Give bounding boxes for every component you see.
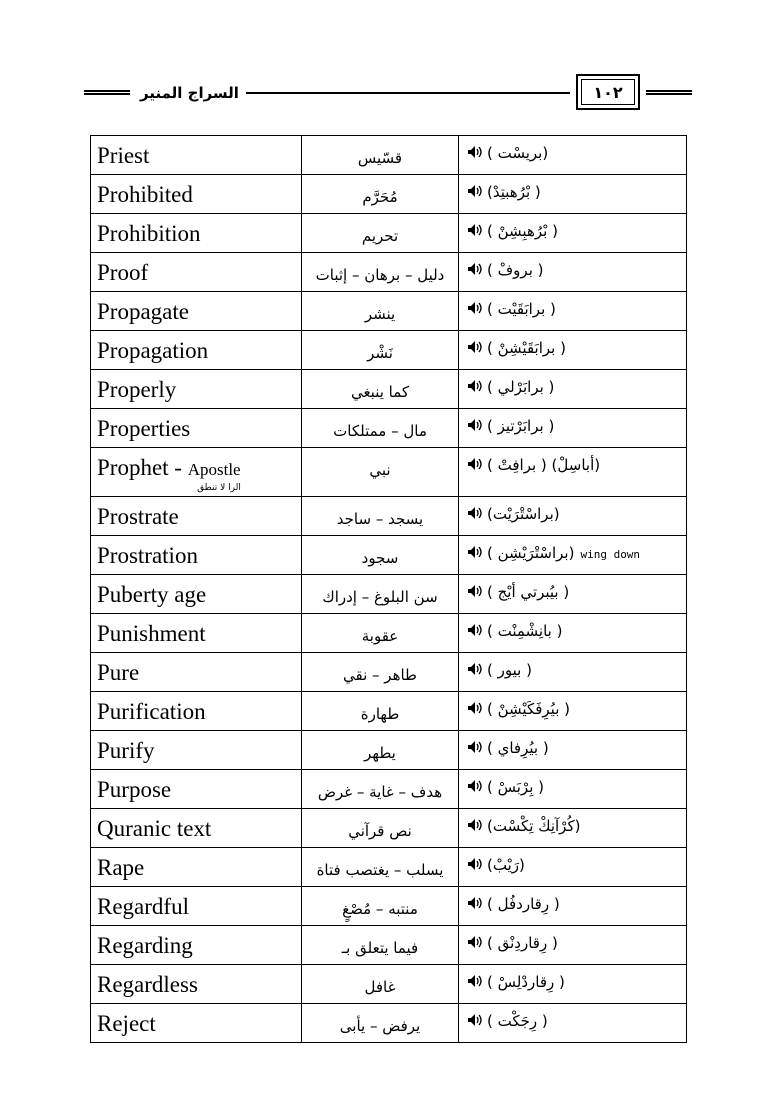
english-cell <box>91 731 302 770</box>
english-cell <box>91 331 302 370</box>
english-word: Punishment <box>97 621 206 646</box>
speaker-icon[interactable] <box>467 223 487 241</box>
table-row <box>91 653 687 692</box>
table-row <box>91 136 687 175</box>
arabic-cell <box>302 692 459 731</box>
arabic-cell <box>302 497 459 536</box>
arabic-cell <box>302 175 459 214</box>
speaker-icon[interactable] <box>467 506 487 524</box>
arabic-cell <box>302 887 459 926</box>
pronunciation-text: ( برابَقَيْشِنْ ) <box>487 339 566 357</box>
header-rule-left <box>84 90 130 95</box>
pronunciation-cell <box>459 926 687 965</box>
pronunciation-cell <box>459 614 687 653</box>
arabic-cell <box>302 848 459 887</box>
pronunciation-cell <box>459 448 687 497</box>
book-title: السراج المنير <box>140 84 239 102</box>
table-row <box>91 331 687 370</box>
pronunciation-cell <box>459 848 687 887</box>
arabic-meaning: يطهر <box>364 744 396 762</box>
pronunciation-text: ( بِرْبَسْ ) <box>487 778 544 796</box>
arabic-meaning: منتبه – مُصْغٍ <box>342 900 418 918</box>
table-row <box>91 614 687 653</box>
english-word: Regarding <box>97 933 193 958</box>
english-word: Prophet - <box>97 455 182 480</box>
speaker-icon[interactable] <box>467 301 487 319</box>
english-cell <box>91 536 302 575</box>
page-number-box <box>576 74 640 110</box>
english-cell <box>91 175 302 214</box>
arabic-cell <box>302 653 459 692</box>
pronunciation-text: ( رِجَكْت ) <box>487 1012 548 1030</box>
table-row <box>91 848 687 887</box>
speaker-icon[interactable] <box>467 457 487 475</box>
page-header <box>0 68 764 112</box>
arabic-cell <box>302 331 459 370</box>
english-word: Propagation <box>97 338 209 363</box>
english-cell <box>91 926 302 965</box>
speaker-icon[interactable] <box>467 701 487 719</box>
arabic-meaning: مال – ممتلكات <box>333 422 427 440</box>
arabic-cell <box>302 575 459 614</box>
arabic-meaning: فيما يتعلق بـ <box>341 939 419 957</box>
header-rule-middle <box>246 92 570 94</box>
arabic-cell <box>302 614 459 653</box>
speaker-icon[interactable] <box>467 662 487 680</box>
pronunciation-cell <box>459 175 687 214</box>
pronunciation-text: ( رِقاردِنْق ) <box>487 934 558 952</box>
english-word: Propagate <box>97 299 189 324</box>
pronunciation-text: (بْرُهبتِدْ ) <box>487 183 541 201</box>
english-cell <box>91 575 302 614</box>
english-cell <box>91 614 302 653</box>
english-word-alt: Apostle <box>187 460 241 479</box>
pronunciation-text: ( رِقاردفُل ) <box>487 895 560 913</box>
table-row <box>91 370 687 409</box>
pronunciation-cell <box>459 692 687 731</box>
arabic-meaning: يرفض – يأبى <box>339 1017 421 1035</box>
english-cell <box>91 809 302 848</box>
arabic-meaning: طهارة <box>360 705 400 723</box>
english-word: Regardless <box>97 972 198 997</box>
pronunciation-text: ( برابَرْتيز ) <box>487 417 555 435</box>
speaker-icon[interactable] <box>467 184 487 202</box>
english-word: Quranic text <box>97 816 212 841</box>
arabic-meaning: تحريم <box>361 227 399 245</box>
pronunciation-cell <box>459 136 687 175</box>
speaker-icon[interactable] <box>467 740 487 758</box>
speaker-icon[interactable] <box>467 1013 487 1031</box>
arabic-meaning: يسلب – يغتصب فتاة <box>316 861 444 879</box>
pronunciation-note: الرا لا تنطق <box>197 483 241 493</box>
speaker-icon[interactable] <box>467 584 487 602</box>
english-word: Purpose <box>97 777 172 802</box>
pronunciation-text: ( برابَرْلي ) <box>487 378 555 396</box>
speaker-icon[interactable] <box>467 379 487 397</box>
table-row <box>91 497 687 536</box>
arabic-cell <box>302 253 459 292</box>
english-cell <box>91 653 302 692</box>
pronunciation-text: ( بيُرِفَكَيْشِنْ ) <box>487 700 571 718</box>
arabic-meaning: سن البلوغ – إدراك <box>322 588 438 606</box>
table-row <box>91 770 687 809</box>
table-row <box>91 926 687 965</box>
arabic-meaning: قسّيس <box>357 149 403 167</box>
arabic-meaning: نَشْر <box>367 344 393 362</box>
english-word: Pure <box>97 660 140 685</box>
table-row <box>91 175 687 214</box>
pronunciation-text: ( بيُرِفاي ) <box>487 739 549 757</box>
speaker-icon[interactable] <box>467 340 487 358</box>
pronunciation-cell <box>459 809 687 848</box>
pronunciation-cell <box>459 887 687 926</box>
speaker-icon[interactable] <box>467 262 487 280</box>
table-row <box>91 536 687 575</box>
arabic-cell <box>302 1004 459 1043</box>
pronunciation-cell <box>459 253 687 292</box>
pronunciation-cell <box>459 331 687 370</box>
table-row <box>91 292 687 331</box>
speaker-icon[interactable] <box>467 857 487 875</box>
english-word: Proof <box>97 260 149 285</box>
pronunciation-cell <box>459 536 687 575</box>
pronunciation-extra: wing down <box>580 548 641 561</box>
arabic-meaning: دليل – برهان – إثبات <box>315 266 445 284</box>
pronunciation-cell <box>459 1004 687 1043</box>
arabic-cell <box>302 809 459 848</box>
table-row <box>91 448 687 497</box>
arabic-meaning: كما ينبغي <box>350 383 410 401</box>
speaker-icon[interactable] <box>467 779 487 797</box>
pronunciation-text: ( برافِتْ ) (أباسِلْ) <box>487 456 601 474</box>
arabic-cell <box>302 292 459 331</box>
arabic-meaning: طاهر – نقي <box>343 666 417 684</box>
arabic-cell <box>302 448 459 497</box>
arabic-cell <box>302 965 459 1004</box>
arabic-meaning: نبي <box>369 461 391 479</box>
pronunciation-text: (كُرْآنِكْ تِكْسْت) <box>487 817 581 835</box>
english-cell <box>91 770 302 809</box>
pronunciation-text: ( بانِشْمِنْت ) <box>487 622 563 640</box>
speaker-icon[interactable] <box>467 974 487 992</box>
arabic-cell <box>302 409 459 448</box>
arabic-meaning: يسجد – ساجد <box>336 510 424 528</box>
page-number: ١٠٢ <box>581 79 635 105</box>
table-row <box>91 1004 687 1043</box>
table-row <box>91 214 687 253</box>
english-word: Puberty age <box>97 582 207 607</box>
pronunciation-cell <box>459 214 687 253</box>
pronunciation-cell <box>459 653 687 692</box>
table-row <box>91 575 687 614</box>
english-word: Reject <box>97 1011 156 1036</box>
pronunciation-text: ( بيُبرتي أيْج ) <box>487 583 570 601</box>
pronunciation-text: ( بْرُهبِشِنْ ) <box>487 222 558 240</box>
pronunciation-cell <box>459 731 687 770</box>
speaker-icon[interactable] <box>467 896 487 914</box>
table-row <box>91 409 687 448</box>
english-word: Prostrate <box>97 504 179 529</box>
pronunciation-text: ( برابَقَيْت ) <box>487 300 556 318</box>
speaker-icon[interactable] <box>467 418 487 436</box>
pronunciation-cell <box>459 770 687 809</box>
pronunciation-text: (براسْتْرَيْت) <box>487 505 560 523</box>
arabic-meaning: ينشر <box>364 305 396 323</box>
speaker-icon[interactable] <box>467 145 487 163</box>
pronunciation-cell <box>459 497 687 536</box>
arabic-cell <box>302 136 459 175</box>
pronunciation-cell <box>459 965 687 1004</box>
english-cell <box>91 253 302 292</box>
pronunciation-text: ( رِقاردْلِسْ ) <box>487 973 565 991</box>
english-word: Prohibition <box>97 221 201 246</box>
table-row <box>91 692 687 731</box>
english-cell <box>91 214 302 253</box>
english-word: Rape <box>97 855 145 880</box>
arabic-cell <box>302 536 459 575</box>
english-cell <box>91 409 302 448</box>
speaker-icon[interactable] <box>467 935 487 953</box>
pronunciation-text: ( بيور ) <box>487 661 532 679</box>
arabic-meaning: مُحَرَّم <box>362 188 398 206</box>
header-rule-right <box>646 90 692 95</box>
english-word: Purification <box>97 699 206 724</box>
table-row <box>91 731 687 770</box>
english-word: Prohibited <box>97 182 193 207</box>
english-cell <box>91 497 302 536</box>
english-word: Prostration <box>97 543 198 568</box>
speaker-icon[interactable] <box>467 623 487 641</box>
english-cell <box>91 370 302 409</box>
arabic-cell <box>302 370 459 409</box>
english-cell <box>91 448 302 497</box>
english-cell <box>91 292 302 331</box>
arabic-meaning: سجود <box>361 549 399 567</box>
pronunciation-text: ( بروفْ ) <box>487 261 544 279</box>
table-row <box>91 965 687 1004</box>
english-cell <box>91 887 302 926</box>
pronunciation-cell <box>459 292 687 331</box>
english-word: Regardful <box>97 894 189 919</box>
english-word: Priest <box>97 143 150 168</box>
arabic-meaning: غافل <box>364 978 396 996</box>
table-row <box>91 253 687 292</box>
arabic-meaning: هدف – غاية – غرض <box>317 783 443 801</box>
speaker-icon[interactable] <box>467 818 487 836</box>
pronunciation-cell <box>459 409 687 448</box>
english-cell <box>91 136 302 175</box>
arabic-meaning: عقوبة <box>361 627 399 645</box>
arabic-cell <box>302 731 459 770</box>
table-row <box>91 809 687 848</box>
english-word: Properly <box>97 377 177 402</box>
pronunciation-text: (رَيْبْ) <box>487 856 525 874</box>
english-word: Purify <box>97 738 155 763</box>
vocabulary-table <box>90 135 687 1043</box>
english-cell <box>91 692 302 731</box>
arabic-cell <box>302 214 459 253</box>
speaker-icon[interactable] <box>467 545 487 563</box>
english-cell <box>91 848 302 887</box>
pronunciation-text: ( بريسْت) <box>487 144 549 162</box>
pronunciation-cell <box>459 370 687 409</box>
pronunciation-text: ( براسْتْرَيْشِن) <box>487 544 575 562</box>
english-word: Properties <box>97 416 191 441</box>
arabic-cell <box>302 770 459 809</box>
english-cell <box>91 965 302 1004</box>
pronunciation-cell <box>459 575 687 614</box>
arabic-meaning: نص قرآني <box>348 822 412 840</box>
table-row <box>91 887 687 926</box>
english-cell <box>91 1004 302 1043</box>
arabic-cell <box>302 926 459 965</box>
